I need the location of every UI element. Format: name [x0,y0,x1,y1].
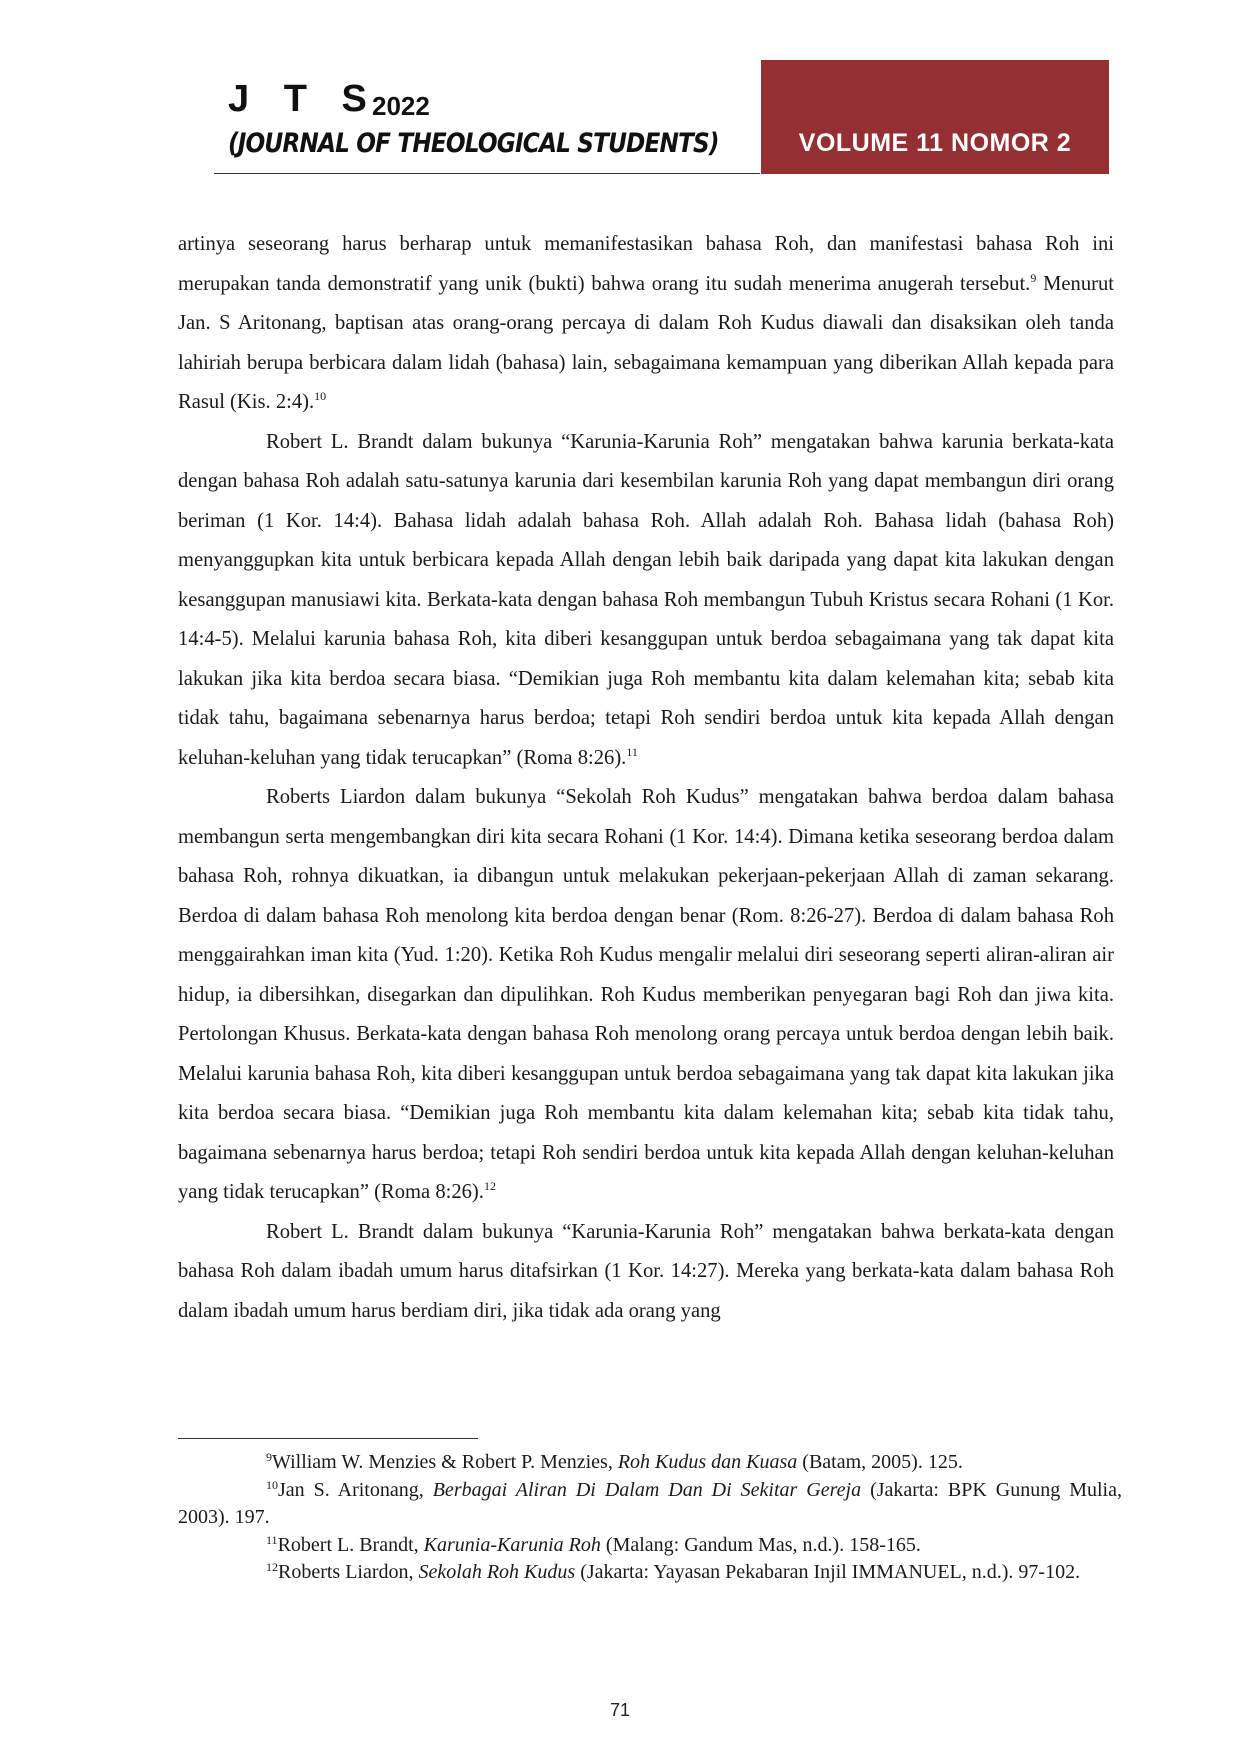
footnote-author: Jan S. Aritonang, [278,1478,433,1501]
footnote [178,1449,1122,1477]
footnote-publication: (Batam, 2005). 125. [797,1451,963,1473]
footnote-publication: (Malang: Gandum Mas, n.d.). 158-165. [600,1533,921,1556]
volume-banner [761,60,1109,174]
paragraph-text: Roberts Liardon dalam bukunya “Sekolah Roh Kudus” mengatakan bahwa berdoa dalam bahasa membangun serta mengembangkan diri kita secara Rohani (1 Kor. 14:4). Dimana ketika seseorang berdoa dalam bahasa Roh, rohnya dikuatkan, ia dibangun untuk melakukan pekerjaan-pekerjaan Allah di zaman sekarang. Berdoa di dalam bahasa Roh menolong kita berdoa dengan benar (Rom. 8:26-27). Berdoa di dalam bahasa Roh menggairahkan iman kita (Yud. 1:20). Ketika Roh Kudus mengalir melalui diri seseorang seperti aliran-aliran air hidup, ia dibersihkan, disegarkan dan dipulihkan. Roh Kudus memberikan penyegaran bagi Roh dan jiwa kita. Pertolongan Khusus. Berkata-kata dengan bahasa Roh menolong orang percaya untuk berdoa dengan lebih baik. Melalui karunia bahasa Roh, kita diberi kesanggupan untuk berdoa sebagaimana yang tak dapat kita lakukan jika kita berdoa secara biasa. “Demikian juga Roh membantu kita dalam kelemahan kita; sebab kita tidak tahu, bagaimana sebenarnya harus berdoa; tetapi Roh sendiri berdoa untuk kita kepada Allah dengan keluhan-keluhan yang tidak terucapkan” (Roma 8:26). [178,786,1114,1203]
footnotes [178,1449,1122,1587]
page-number: 71 [609,1700,631,1720]
footnote-ref[interactable]: 9 [1030,270,1037,285]
journal-full-name: (JOURNAL OF THEOLOGICAL STUDENTS) [228,128,719,159]
footnote-number: 10 [266,1477,278,1492]
paragraph-text: Menurut Jan. S Aritonang, baptisan atas orang-orang percaya di dalam Roh Kudus diawali dan disaksikan oleh tanda lahiriah berupa berbicara dalam lidah (bahasa) lain, sebagaimana kemampuan yang diberikan Allah kepada para Rasul (Kis. 2:4). [178,272,1114,413]
footnote-title: Sekolah Roh Kudus [418,1561,576,1583]
footnote-title: Roh Kudus dan Kuasa [617,1451,798,1473]
footnote-ref[interactable]: 10 [314,389,327,403]
footnote-number: 11 [266,1532,278,1547]
paragraph-text: artinya seseorang harus berharap untuk memanifestasikan bahasa Roh, dan manifestasi bahasa Roh ini merupakan tanda demonstratif yang unik (bukti) bahwa orang itu sudah menerima anugerah tersebut. [178,233,1114,295]
footnote-title: Berbagai Aliran Di Dalam Dan Di Sekitar Gereja [432,1478,862,1501]
footnote-author: William W. Menzies & Robert P. Menzies, [272,1451,618,1473]
footnote [178,1477,1122,1532]
paragraph-text: Robert L. Brandt dalam bukunya “Karunia-Karunia Roh” mengatakan bahwa berkata-kata dengan bahasa Roh dalam ibadah umum harus ditafsirkan (1 Kor. 14:27). Mereka yang berkata-kata dalam bahasa Roh dalam ibadah umum harus berdiam diri, jika tidak ada orang yang [178,1220,1114,1322]
footnote-publication: (Jakarta: BPK Gunung Mulia, 2003). 197. [178,1478,1122,1528]
footnote-number: 12 [266,1560,278,1574]
footnote-author: Roberts Liardon, [278,1561,419,1583]
body-paragraph-1 [178,225,1114,423]
footnote-ref[interactable]: 11 [626,744,638,759]
header-divider [214,173,760,174]
journal-year: 2022 [372,91,430,121]
footnote-title: Karunia-Karunia Roh [423,1533,601,1556]
body-paragraph-3 [178,778,1114,1213]
volume-label: VOLUME 11 NOMOR 2 [798,129,1072,157]
footnote-ref[interactable]: 12 [483,1179,496,1193]
journal-abbreviation: J T S [228,78,379,120]
footnote-divider [178,1438,478,1439]
footnote-number: 9 [266,1450,272,1464]
page-header [0,0,1240,180]
paragraph-text: Robert L. Brandt dalam bukunya “Karunia-Karunia Roh” mengatakan bahwa karunia berkata-kata dengan bahasa Roh adalah satu-satunya karunia dari kesembilan karunia Roh yang dapat membangun diri orang beriman (1 Kor. 14:4). Bahasa lidah adalah bahasa Roh. Allah adalah Roh. Bahasa lidah (bahasa Roh) menyanggupkan kita untuk berbicara kepada Allah dengan lebih baik daripada yang dapat kita lakukan dengan kesanggupan manusiawi kita. Berkata-kata dengan bahasa Roh membangun Tubuh Kristus secara Rohani (1 Kor. 14:4-5). Melalui karunia bahasa Roh, kita diberi kesanggupan untuk berdoa sebagaimana yang tak dapat kita lakukan jika kita berdoa secara biasa. “Demikian juga Roh membantu kita dalam kelemahan kita; sebab kita tidak tahu, bagaimana sebenarnya harus berdoa; tetapi Roh sendiri berdoa untuk kita kepada Allah dengan keluhan-keluhan yang tidak terucapkan” (Roma 8:26). [178,430,1114,769]
footnote-author: Robert L. Brandt, [277,1533,424,1556]
body-paragraph-4 [178,1213,1114,1332]
footnote [178,1532,1122,1560]
footnote-publication: (Jakarta: Yayasan Pekabaran Injil IMMANUEL, n.d.). 97-102. [575,1561,1081,1583]
footnote [178,1559,1122,1587]
body-paragraph-2 [178,423,1114,779]
article-body [178,225,1114,1331]
